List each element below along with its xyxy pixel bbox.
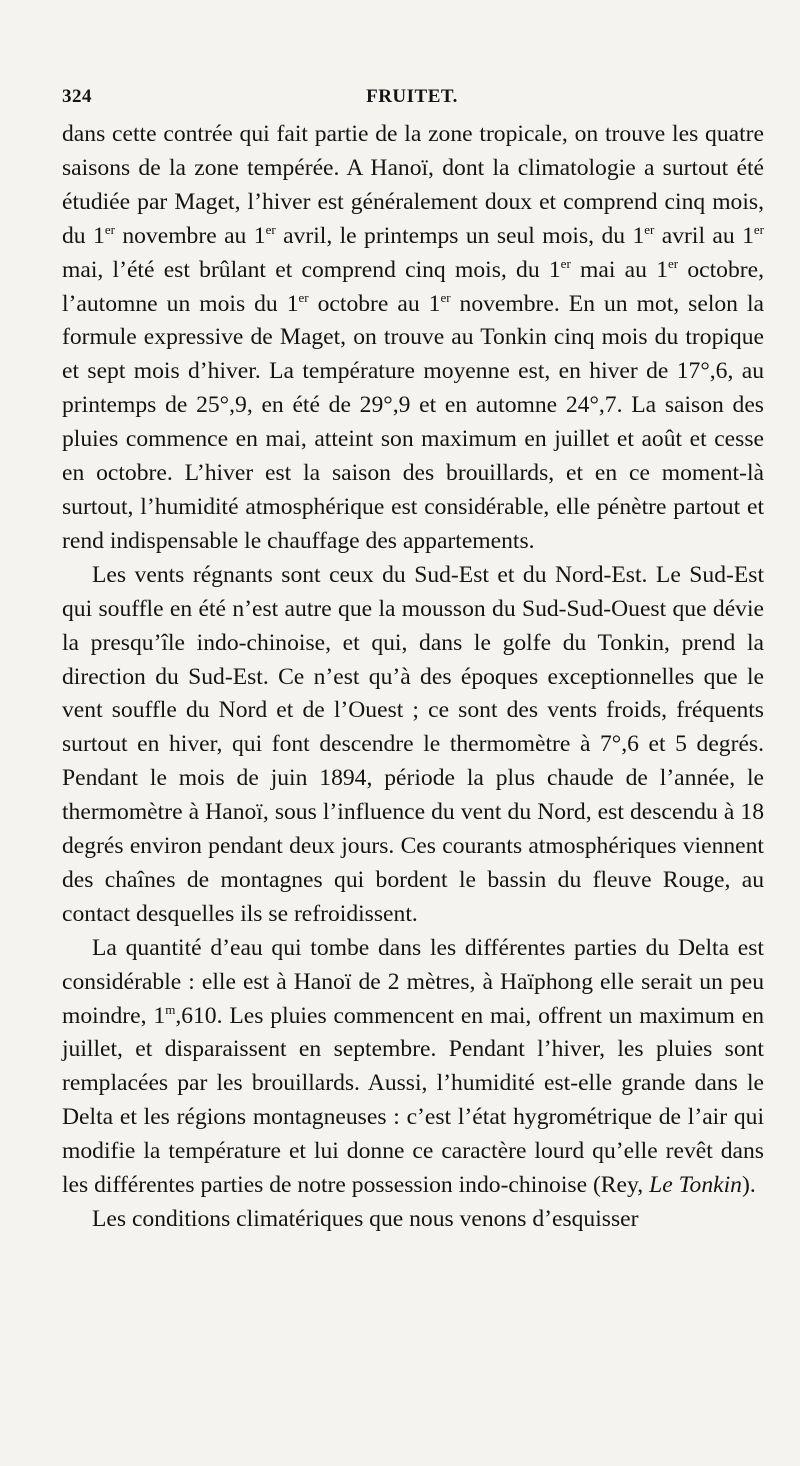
running-head: FRUITET. — [366, 86, 458, 107]
superscript: er — [265, 221, 276, 237]
paragraph — [62, 1203, 764, 1237]
text-run: ,610. Les pluies commencent en mai, offrent un maximum en juillet, et disparaissent en septembre. Pendant l’hiver, les pluies sont remplacées par les brouillards. Aussi, l’humidité est-elle grande dans le Delta et les régions montagneuses : c’est l’état hygrométrique de l’air qui modifie la température et lui donne ce caractère lourd qu’elle revêt dans les différentes parties de notre possession indo-chinoise (Rey, — [62, 1002, 764, 1199]
superscript: er — [104, 221, 115, 237]
superscript: er — [753, 221, 764, 237]
paragraph — [62, 118, 764, 559]
superscript: er — [298, 289, 309, 305]
text-run: mai, l’été est brûlant et comprend cinq mois, du 1 — [62, 256, 561, 283]
superscript: m — [165, 1001, 176, 1017]
body-text — [62, 118, 764, 1237]
page-header — [62, 86, 762, 112]
paragraph — [62, 559, 764, 932]
text-run: novembre. En un mot, selon la formule expressive de Maget, on trouve au Tonkin cinq mois du tropique et sept mois d’hiver. La température moyenne est, en hiver de 17°,6, au printemps de 25°,9, en été de 29°,9 et en automne 24°,7. La saison des pluies commence en mai, atteint son maximum en juillet et août et cesse en octobre. L’hiver est la saison des brouillards, et en ce moment-là surtout, l’humidité atmosphérique est considérable, elle pénètre partout et rend indispensable le chauffage des appartements. — [62, 290, 764, 554]
superscript: er — [440, 289, 451, 305]
superscript: er — [644, 221, 655, 237]
text-run: ). — [741, 1172, 756, 1199]
italic-title: Le Tonkin — [649, 1172, 742, 1199]
paragraph — [62, 932, 764, 1203]
text-run: Les vents régnants sont ceux du Sud-Est et du Nord-Est. Le Sud-Est qui souffle en été n’est autre que la mousson du Sud-Sud-Ouest que dévie la presqu’île indo-chinoise, et qui, dans le golfe du Tonkin, prend la direction du Sud-Est. Ce n’est qu’à des époques exceptionnelles que le vent souffle du Nord et de l’Ouest ; ce sont des vents froids, fréquents surtout en hiver, qui font descendre le thermomètre à 7°,6 et 5 degrés. Pendant le mois de juin 1894, période la plus chaude de l’année, le thermomètre à Hanoï, sous l’influence du vent du Nord, est descendu à 18 degrés environ pendant deux jours. Ces courants atmosphériques viennent des chaînes de montagnes qui bordent le bassin du fleuve Rouge, au contact desquelles ils se refroidissent. — [62, 561, 764, 927]
text-run: Les conditions climatériques que nous venons d’esquisser — [92, 1206, 639, 1232]
text-run: dans cette contrée qui fait partie de la zone tropicale, on trouve les quatre saisons de la zone tempérée. A Hanoï, dont la climatologie a surtout été étudiée par Maget, l’hiver est généralement doux et comprend cinq mois, du 1 — [62, 121, 764, 249]
page-number: 324 — [62, 86, 92, 107]
text-run: La quantité d’eau qui tombe dans les différentes parties du Delta est considérable : elle est à Hanoï de 2 mètres, à Haïphong elle serait un peu moindre, 1 — [62, 934, 764, 1029]
text-run: mai au 1 — [570, 256, 668, 283]
text-run: octobre au 1 — [308, 290, 441, 317]
superscript: er — [668, 255, 679, 271]
superscript: er — [560, 255, 571, 271]
text-run: novembre au 1 — [114, 222, 266, 249]
text-run: octobre, l’automne un mois du 1 — [62, 256, 765, 317]
text-run: avril, le printemps un seul mois, du 1 — [275, 222, 645, 249]
text-run: avril au 1 — [654, 222, 754, 249]
